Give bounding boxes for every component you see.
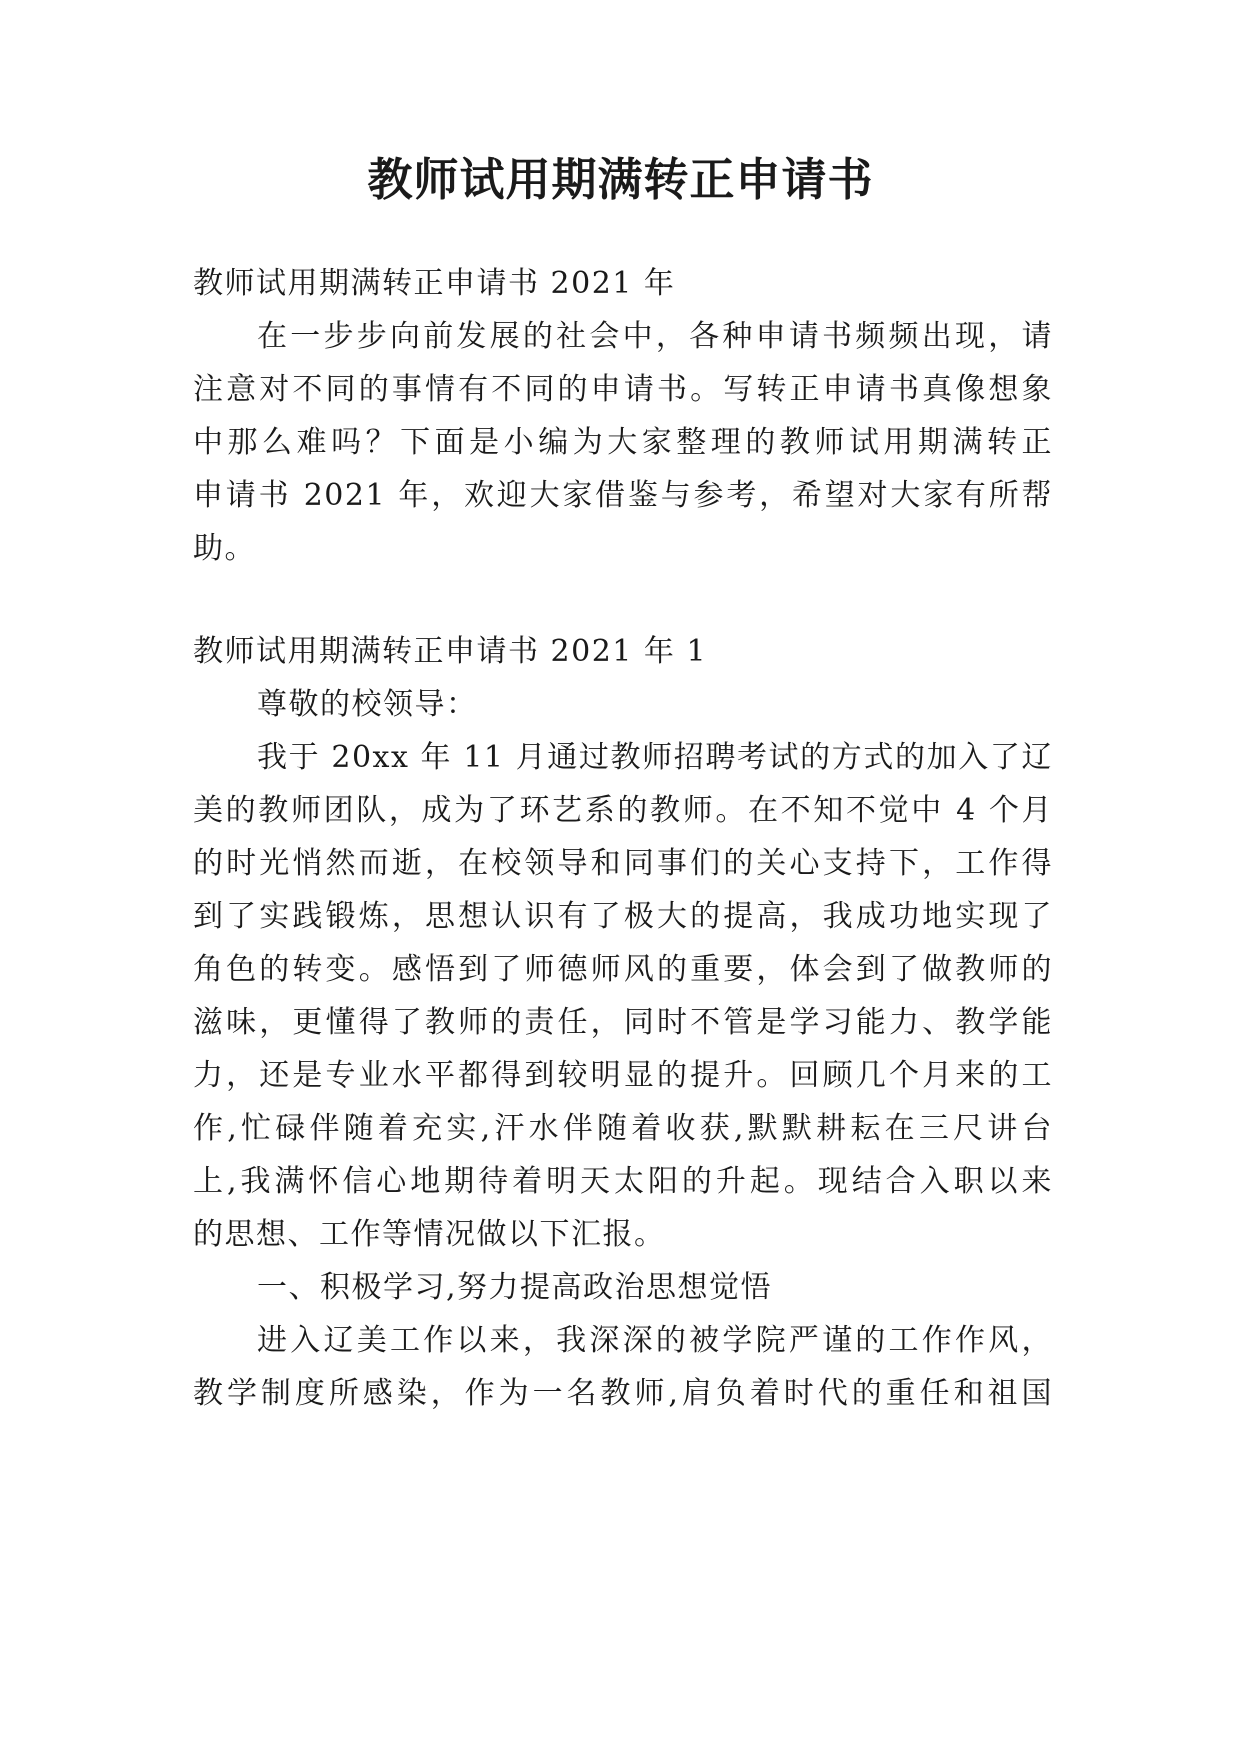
body-line: 力，还是专业水平都得到较明显的提升。回顾几个月来的工: [193, 1058, 1053, 1093]
body-line: 的时光悄然而逝，在校领导和同事们的关心支持下，工作得: [193, 846, 1053, 881]
subtitle-line: 教师试用期满转正申请书 2021 年 1: [193, 634, 708, 669]
body-line: 的思想、工作等情况做以下汇报。: [193, 1217, 666, 1252]
body-line: 上,我满怀信心地期待着明天太阳的升起。现结合入职以来: [193, 1164, 1053, 1199]
intro-line: 注意对不同的事情有不同的申请书。写转正申请书真像想象: [193, 372, 1053, 407]
body-line: 美的教师团队，成为了环艺系的教师。在不知不觉中 4 个月: [193, 793, 1053, 828]
intro-line: 中那么难吗？下面是小编为大家整理的教师试用期满转正: [193, 425, 1053, 460]
section-heading: 一、积极学习,努力提高政治思想觉悟: [257, 1270, 773, 1305]
section-line: 教学制度所感染，作为一名教师,肩负着时代的重任和祖国: [193, 1376, 1053, 1411]
section-line: 进入辽美工作以来，我深深的被学院严谨的工作作风，: [257, 1323, 1053, 1358]
body-line: 作,忙碌伴随着充实,汗水伴随着收获,默默耕耘在三尺讲台: [193, 1111, 1053, 1146]
intro-line: 在一步步向前发展的社会中，各种申请书频频出现，请: [257, 319, 1053, 354]
body-line: 角色的转变。感悟到了师德师风的重要，体会到了做教师的: [193, 952, 1053, 987]
intro-line: 申请书 2021 年，欢迎大家借鉴与参考，希望对大家有所帮: [193, 478, 1053, 513]
salutation: 尊敬的校领导：: [257, 687, 478, 722]
document-title: 教师试用期满转正申请书: [367, 153, 874, 206]
body-line: 我于 20xx 年 11 月通过教师招聘考试的方式的加入了辽: [257, 740, 1053, 775]
subtitle-line: 教师试用期满转正申请书 2021 年: [193, 266, 676, 301]
body-line: 到了实践锻炼，思想认识有了极大的提高，我成功地实现了: [193, 899, 1053, 934]
intro-line: 助。: [193, 531, 256, 566]
body-line: 滋味，更懂得了教师的责任，同时不管是学习能力、教学能: [193, 1005, 1053, 1040]
